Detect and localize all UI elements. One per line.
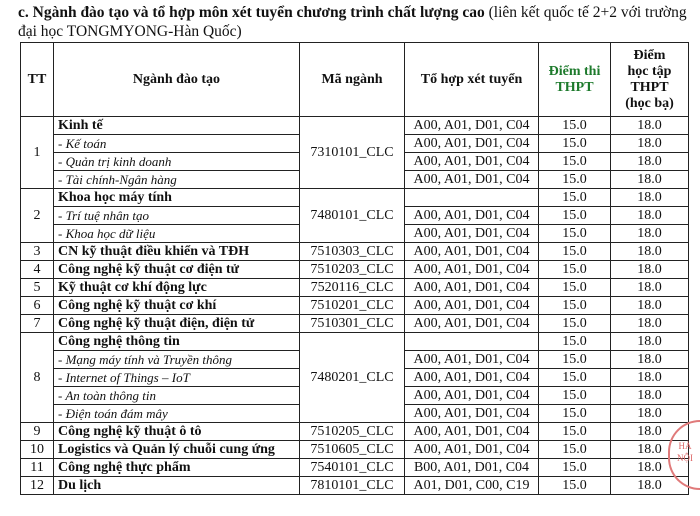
col-header-exam-line2: THPT — [555, 79, 594, 95]
row-major: Kỹ thuật cơ khí động lực — [54, 279, 300, 297]
row-transcript-score: 18.0 — [611, 387, 689, 405]
row-major: Công nghệ kỹ thuật cơ điện tử — [54, 261, 300, 279]
table-row — [21, 333, 689, 351]
row-combo: A00, A01, D01, C04 — [405, 351, 539, 369]
row-transcript-score: 18.0 — [611, 351, 689, 369]
col-header-combo: Tổ hợp xét tuyển — [405, 43, 539, 117]
table-row — [21, 117, 689, 135]
row-code: 7310101_CLC — [300, 117, 405, 189]
row-exam-score: 15.0 — [539, 405, 611, 423]
row-code: 7510303_CLC — [300, 243, 405, 261]
row-transcript-score: 18.0 — [611, 189, 689, 207]
row-exam-score: 15.0 — [539, 441, 611, 459]
row-combo: B00, A01, D01, C04 — [405, 459, 539, 477]
row-sub-major: - Mạng máy tính và Truyền thông — [54, 351, 300, 369]
table-row — [21, 441, 689, 459]
table-row — [21, 297, 689, 315]
row-tt: 9 — [21, 423, 54, 441]
row-sub-major: - An toàn thông tin — [54, 387, 300, 405]
row-major: Kinh tế — [54, 117, 300, 135]
row-transcript-score: 18.0 — [611, 423, 689, 441]
row-sub-major: - Tài chính-Ngân hàng — [54, 171, 300, 189]
row-exam-score: 15.0 — [539, 153, 611, 171]
row-sub-major: - Trí tuệ nhân tạo — [54, 207, 300, 225]
row-combo: A00, A01, D01, C04 — [405, 315, 539, 333]
row-transcript-score: 18.0 — [611, 225, 689, 243]
row-tt: 3 — [21, 243, 54, 261]
row-major: Du lịch — [54, 477, 300, 495]
row-tt: 4 — [21, 261, 54, 279]
row-tt: 12 — [21, 477, 54, 495]
section-heading — [18, 3, 694, 41]
row-tt: 6 — [21, 297, 54, 315]
row-combo: A00, A01, D01, C04 — [405, 225, 539, 243]
col-header-transcript-line4: (học bạ) — [625, 95, 674, 111]
row-combo: A00, A01, D01, C04 — [405, 369, 539, 387]
row-code: 7480201_CLC — [300, 333, 405, 423]
row-transcript-score: 18.0 — [611, 171, 689, 189]
row-major: Công nghệ kỹ thuật cơ khí — [54, 297, 300, 315]
row-code: 7510203_CLC — [300, 261, 405, 279]
row-combo: A00, A01, D01, C04 — [405, 171, 539, 189]
col-header-tt: TT — [21, 43, 54, 117]
col-header-exam-line1: Điểm thi — [548, 63, 601, 79]
row-transcript-score: 18.0 — [611, 261, 689, 279]
table-row — [21, 189, 689, 207]
row-major: Công nghệ thông tin — [54, 333, 300, 351]
row-combo: A00, A01, D01, C04 — [405, 243, 539, 261]
row-exam-score: 15.0 — [539, 477, 611, 495]
row-transcript-score: 18.0 — [611, 279, 689, 297]
admission-table — [20, 42, 689, 495]
row-transcript-score: 18.0 — [611, 117, 689, 135]
row-exam-score: 15.0 — [539, 117, 611, 135]
row-exam-score: 15.0 — [539, 423, 611, 441]
row-transcript-score: 18.0 — [611, 153, 689, 171]
row-tt: 2 — [21, 189, 54, 243]
row-exam-score: 15.0 — [539, 333, 611, 351]
col-header-transcript-score — [611, 43, 689, 117]
table-row — [21, 423, 689, 441]
table-row — [21, 243, 689, 261]
row-combo: A00, A01, D01, C04 — [405, 423, 539, 441]
row-sub-major: - Quản trị kinh doanh — [54, 153, 300, 171]
row-major: Công nghệ kỹ thuật điện, điện tử — [54, 315, 300, 333]
row-exam-score: 15.0 — [539, 189, 611, 207]
row-tt: 10 — [21, 441, 54, 459]
row-combo: A00, A01, D01, C04 — [405, 207, 539, 225]
row-exam-score: 15.0 — [539, 135, 611, 153]
row-transcript-score: 18.0 — [611, 441, 689, 459]
row-combo: A00, A01, D01, C04 — [405, 135, 539, 153]
row-transcript-score: 18.0 — [611, 477, 689, 495]
table-row — [21, 477, 689, 495]
row-sub-major: - Internet of Things – IoT — [54, 369, 300, 387]
col-header-transcript-line2: học tập — [627, 63, 672, 79]
row-combo: A00, A01, D01, C04 — [405, 117, 539, 135]
row-transcript-score: 18.0 — [611, 297, 689, 315]
table-header-row — [21, 43, 689, 117]
row-exam-score: 15.0 — [539, 225, 611, 243]
row-code: 7510201_CLC — [300, 297, 405, 315]
row-exam-score: 15.0 — [539, 207, 611, 225]
row-exam-score: 15.0 — [539, 261, 611, 279]
row-exam-score: 15.0 — [539, 279, 611, 297]
row-major: CN kỹ thuật điều khiển và TĐH — [54, 243, 300, 261]
row-tt: 1 — [21, 117, 54, 189]
row-code: 7810101_CLC — [300, 477, 405, 495]
table-body — [21, 117, 689, 495]
table-row — [21, 315, 689, 333]
row-combo — [405, 333, 539, 351]
row-sub-major: - Khoa học dữ liệu — [54, 225, 300, 243]
row-transcript-score: 18.0 — [611, 369, 689, 387]
row-exam-score: 15.0 — [539, 459, 611, 477]
row-transcript-score: 18.0 — [611, 459, 689, 477]
row-exam-score: 15.0 — [539, 387, 611, 405]
row-tt: 7 — [21, 315, 54, 333]
table-row — [21, 261, 689, 279]
row-code: 7480101_CLC — [300, 189, 405, 243]
row-transcript-score: 18.0 — [611, 333, 689, 351]
row-combo: A00, A01, D01, C04 — [405, 441, 539, 459]
row-code: 7510205_CLC — [300, 423, 405, 441]
row-exam-score: 15.0 — [539, 297, 611, 315]
row-transcript-score: 18.0 — [611, 315, 689, 333]
row-exam-score: 15.0 — [539, 243, 611, 261]
row-tt: 11 — [21, 459, 54, 477]
row-combo: A01, D01, C00, C19 — [405, 477, 539, 495]
row-transcript-score: 18.0 — [611, 243, 689, 261]
row-transcript-score: 18.0 — [611, 207, 689, 225]
row-sub-major: - Điện toán đám mây — [54, 405, 300, 423]
row-tt: 5 — [21, 279, 54, 297]
section-heading-note: (liên kết quốc tế 2+2 với trường đại học TONGMYONG-Hàn Quốc) — [18, 4, 687, 40]
table-row — [21, 459, 689, 477]
official-stamp: HÀ NỘI — [668, 420, 700, 490]
row-combo: A00, A01, D01, C04 — [405, 261, 539, 279]
row-major: Khoa học máy tính — [54, 189, 300, 207]
row-combo: A00, A01, D01, C04 — [405, 297, 539, 315]
row-exam-score: 15.0 — [539, 171, 611, 189]
row-combo: A00, A01, D01, C04 — [405, 279, 539, 297]
row-combo: A00, A01, D01, C04 — [405, 153, 539, 171]
col-header-exam-score — [539, 43, 611, 117]
table-row — [21, 279, 689, 297]
row-code: 7510605_CLC — [300, 441, 405, 459]
row-code: 7520116_CLC — [300, 279, 405, 297]
row-code: 7510301_CLC — [300, 315, 405, 333]
row-transcript-score: 18.0 — [611, 405, 689, 423]
row-transcript-score: 18.0 — [611, 135, 689, 153]
row-combo — [405, 189, 539, 207]
row-sub-major: - Kế toán — [54, 135, 300, 153]
col-header-code: Mã ngành — [300, 43, 405, 117]
col-header-transcript-line3: THPT — [630, 79, 669, 95]
row-exam-score: 15.0 — [539, 315, 611, 333]
row-major: Công nghệ kỹ thuật ô tô — [54, 423, 300, 441]
row-major: Logistics và Quản lý chuỗi cung ứng — [54, 441, 300, 459]
section-heading-bold: c. Ngành đào tạo và tổ hợp môn xét tuyển chương trình chất lượng cao — [18, 4, 485, 21]
row-combo: A00, A01, D01, C04 — [405, 405, 539, 423]
row-exam-score: 15.0 — [539, 351, 611, 369]
row-code: 7540101_CLC — [300, 459, 405, 477]
row-exam-score: 15.0 — [539, 369, 611, 387]
col-header-transcript-line1: Điểm — [633, 47, 666, 63]
row-tt: 8 — [21, 333, 54, 423]
row-combo: A00, A01, D01, C04 — [405, 387, 539, 405]
row-major: Công nghệ thực phẩm — [54, 459, 300, 477]
col-header-major: Ngành đào tạo — [54, 43, 300, 117]
